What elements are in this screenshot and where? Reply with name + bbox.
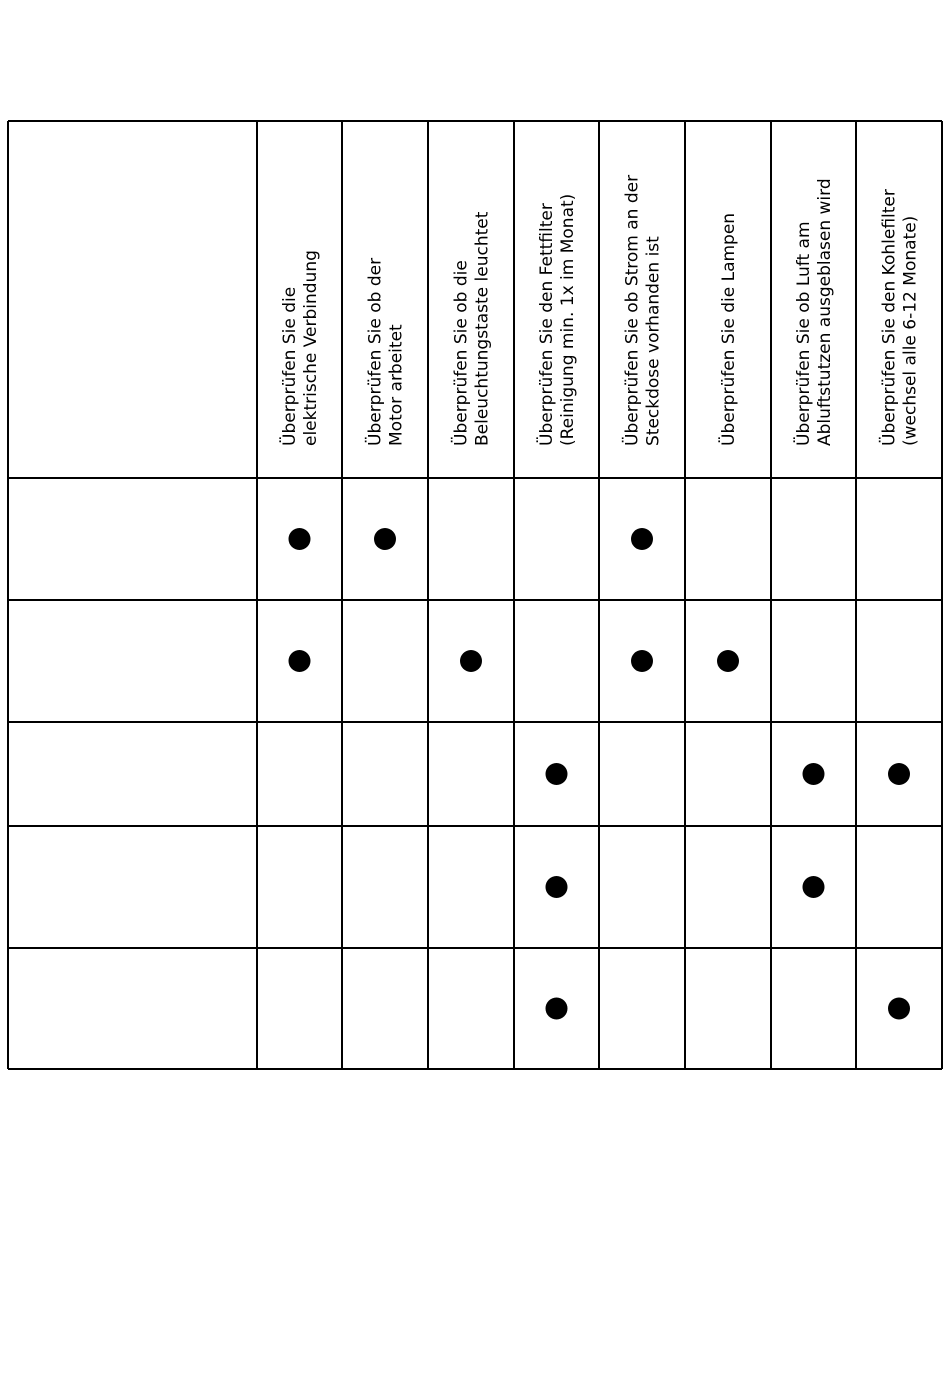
check-mark-dot (546, 876, 568, 898)
header-cell-6 (717, 213, 739, 446)
header-label-line: Überprüfen Sie ob die (451, 260, 472, 446)
header-label-line: Abluftstutzen ausgeblasen wird (815, 178, 835, 446)
header-cell-8 (878, 189, 921, 446)
check-mark-dot (631, 528, 653, 550)
header-label-line: Überprüfen Sie den Kohlefilter (879, 189, 900, 446)
header-label-line: (Reinigung min. 1x im Monat) (558, 193, 578, 446)
header-cell-3 (450, 211, 493, 446)
header-label-line: Überprüfen Sie die (280, 286, 300, 446)
check-mark-dot (803, 876, 825, 898)
check-mark-dot (289, 528, 311, 550)
header-label-line: Überprüfen Sie ob der (365, 257, 386, 446)
header-cell-4 (535, 194, 578, 446)
check-mark-dot (717, 650, 739, 672)
check-mark-dot (374, 528, 396, 550)
check-mark-dot (546, 998, 568, 1020)
check-mark-dot (803, 763, 825, 785)
check-mark-dot (888, 763, 910, 785)
header-label-line: Motor arbeitet (386, 324, 407, 446)
header-label-line: Überprüfen Sie ob Strom an der (622, 174, 643, 446)
header-label-line: Beleuchtungstaste leuchtet (472, 211, 493, 446)
header-cell-7 (792, 178, 835, 446)
header-label-line: Überprüfen Sie die Lampen (719, 212, 739, 446)
header-label-line: Überprüfen Sie den Fettfilter (537, 203, 557, 446)
header-cell-5 (621, 175, 664, 446)
check-mark-dot (289, 650, 311, 672)
check-mark-dot (460, 650, 482, 672)
header-cell-1 (278, 250, 321, 446)
check-mark-dot (631, 650, 653, 672)
header-label-line: elektrische Verbindung (301, 250, 321, 446)
header-label-line: Überprüfen Sie ob Luft am (794, 221, 814, 446)
check-mark-dot (546, 763, 568, 785)
header-cell-2 (364, 258, 407, 446)
header-label-line: Steckdose vorhanden ist (643, 236, 664, 446)
header-label-line: (wechsel alle 6-12 Monate) (900, 215, 921, 446)
check-mark-dot (888, 998, 910, 1020)
